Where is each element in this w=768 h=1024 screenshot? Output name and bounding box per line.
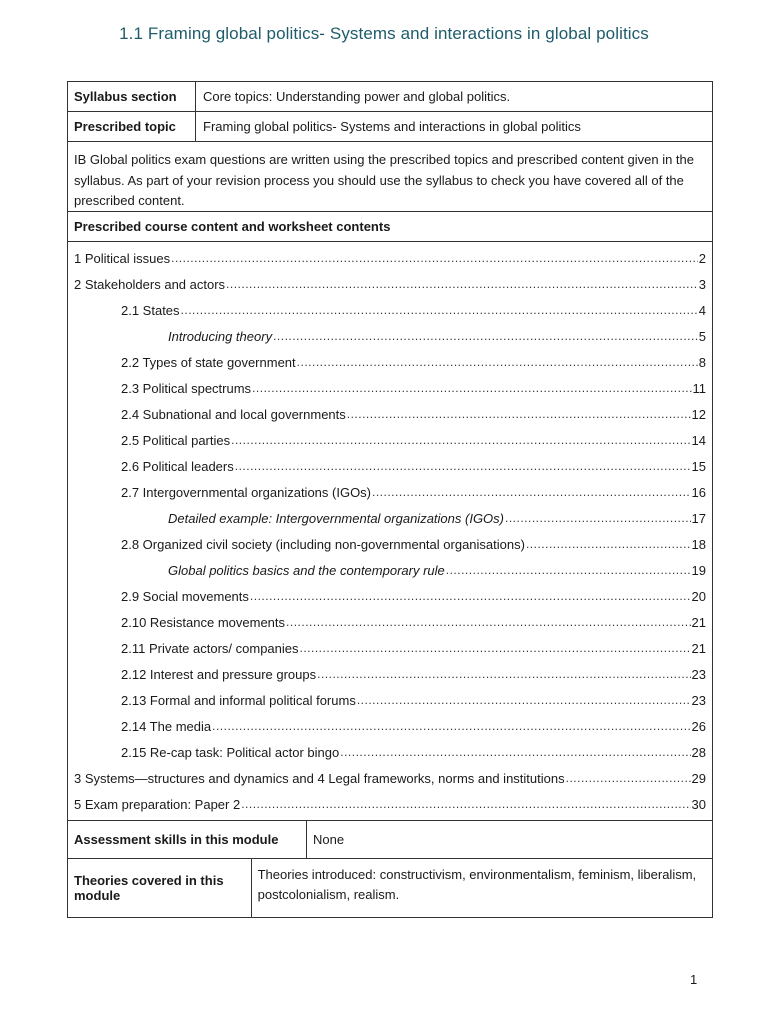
toc-item-title: 5 Exam preparation: Paper 2 [74, 796, 241, 812]
toc-item-page: 23 [691, 692, 706, 708]
toc-leader [252, 381, 691, 395]
toc-item-title: 2.13 Formal and informal political forums [121, 692, 356, 708]
module-overview-table [67, 81, 713, 918]
toc-item[interactable] [68, 479, 712, 505]
assessment-skills-label: Assessment skills in this module [68, 821, 307, 858]
toc-item-title: 3 Systems—structures and dynamics and 4 Legal frameworks, norms and institutions [74, 770, 565, 786]
toc-leader [526, 537, 691, 551]
toc-item-title: Introducing theory [168, 328, 273, 344]
toc-item[interactable] [68, 401, 712, 427]
toc-item-title: 2.5 Political parties [121, 432, 231, 448]
syllabus-section-label: Syllabus section [68, 82, 196, 111]
toc-leader [566, 771, 691, 785]
toc-item-title: Detailed example: Intergovernmental organizations (IGOs) [168, 510, 504, 526]
toc-leader [340, 745, 690, 759]
toc-item[interactable] [68, 635, 712, 661]
toc-item-title: 2.1 States [121, 302, 180, 318]
toc-item-page: 30 [691, 796, 706, 812]
prescribed-topic-label: Prescribed topic [68, 112, 196, 141]
theories-label: Theories covered in this module [68, 859, 252, 917]
toc-item-page: 17 [691, 510, 706, 526]
prescribed-topic-row [68, 112, 712, 142]
toc-leader [226, 277, 698, 291]
toc-item-page: 14 [691, 432, 706, 448]
toc-item[interactable] [68, 453, 712, 479]
toc-item-title: Global politics basics and the contemporary rule [168, 562, 445, 578]
toc-leader [241, 797, 690, 811]
toc-item[interactable] [68, 583, 712, 609]
toc-item-title: 1 Political issues [74, 250, 171, 266]
toc-item-page: 16 [691, 484, 706, 500]
toc-item[interactable] [68, 375, 712, 401]
toc-item-page: 21 [691, 640, 706, 656]
toc-item-page: 20 [691, 588, 706, 604]
toc-item[interactable] [68, 505, 712, 531]
toc-item[interactable] [68, 791, 712, 817]
toc-item-page: 26 [691, 718, 706, 734]
toc-leader [505, 511, 691, 525]
toc-item-page: 19 [691, 562, 706, 578]
toc-item-page: 4 [698, 302, 706, 318]
toc-item[interactable] [68, 609, 712, 635]
toc-leader [273, 329, 698, 343]
toc-leader [171, 251, 698, 265]
toc-item-page: 29 [691, 770, 706, 786]
page-title: 1.1 Framing global politics- Systems and interactions in global politics [119, 24, 649, 43]
toc-item-title: 2.3 Political spectrums [121, 380, 252, 396]
toc-item[interactable] [68, 271, 712, 297]
toc-item-page: 21 [691, 614, 706, 630]
toc-item[interactable] [68, 531, 712, 557]
prescribed-topic-value: Framing global politics- Systems and interactions in global politics [203, 119, 581, 134]
toc-leader [231, 433, 690, 447]
toc-leader [347, 407, 691, 421]
theories-value: Theories introduced: constructivism, environmentalism, feminism, liberalism, postcolonialism, realism. [257, 867, 697, 902]
assessment-skills-row [68, 821, 712, 859]
toc-item-title: 2.14 The media [121, 718, 212, 734]
toc-item-title: 2.6 Political leaders [121, 458, 234, 474]
toc-item-title: 2.15 Re-cap task: Political actor bingo [121, 744, 340, 760]
toc-item-title: 2.4 Subnational and local governments [121, 406, 346, 422]
toc-item-page: 12 [691, 406, 706, 422]
toc-item-title: 2.7 Intergovernmental organizations (IGOs) [121, 484, 372, 500]
toc-item-title: 2.11 Private actors/ companies [121, 640, 299, 656]
toc-item-page: 11 [692, 380, 706, 396]
toc-item-title: 2.10 Resistance movements [121, 614, 286, 630]
toc-item-page: 3 [698, 276, 706, 292]
toc-item-page: 2 [698, 250, 706, 266]
toc-leader [297, 355, 698, 369]
theories-row [68, 859, 712, 918]
toc-item[interactable] [68, 297, 712, 323]
toc-item[interactable] [68, 765, 712, 791]
toc-item[interactable] [68, 739, 712, 765]
toc-leader [372, 485, 691, 499]
toc-item[interactable] [68, 349, 712, 375]
assessment-skills-value: None [313, 832, 345, 847]
syllabus-section-value: Core topics: Understanding power and global politics. [203, 89, 511, 104]
toc-leader [250, 589, 691, 603]
toc-item-page: 5 [698, 328, 706, 344]
toc-leader [212, 719, 690, 733]
toc-leader [235, 459, 691, 473]
toc-item[interactable] [68, 687, 712, 713]
contents-heading: Prescribed course content and worksheet contents [68, 212, 712, 242]
toc-leader [357, 693, 691, 707]
toc-item[interactable] [68, 557, 712, 583]
toc-leader [181, 303, 698, 317]
intro-text: IB Global politics exam questions are written using the prescribed topics and prescribed content given in the syllabus. As part of your revision process you should use the syllabus to check you have covered all of the prescribed content. [68, 142, 712, 212]
syllabus-section-row [68, 82, 712, 112]
toc-item[interactable] [68, 245, 712, 271]
toc-item[interactable] [68, 661, 712, 687]
toc-item-title: 2.12 Interest and pressure groups [121, 666, 317, 682]
table-of-contents [68, 242, 712, 821]
toc-leader [286, 615, 691, 629]
toc-leader [317, 667, 690, 681]
toc-item-page: 23 [691, 666, 706, 682]
toc-item-title: 2.8 Organized civil society (including non-governmental organisations) [121, 536, 525, 552]
toc-item-title: 2.2 Types of state government [121, 354, 296, 370]
toc-item-page: 28 [691, 744, 706, 760]
toc-item-page: 8 [698, 354, 706, 370]
toc-item-page: 18 [691, 536, 706, 552]
toc-leader [446, 563, 691, 577]
toc-item-title: 2 Stakeholders and actors [74, 276, 226, 292]
toc-item-page: 15 [691, 458, 706, 474]
toc-item[interactable] [68, 323, 712, 349]
toc-item-title: 2.9 Social movements [121, 588, 249, 604]
toc-leader [300, 641, 691, 655]
toc-item[interactable] [68, 713, 712, 739]
page-number: 1 [690, 972, 698, 987]
toc-item[interactable] [68, 427, 712, 453]
